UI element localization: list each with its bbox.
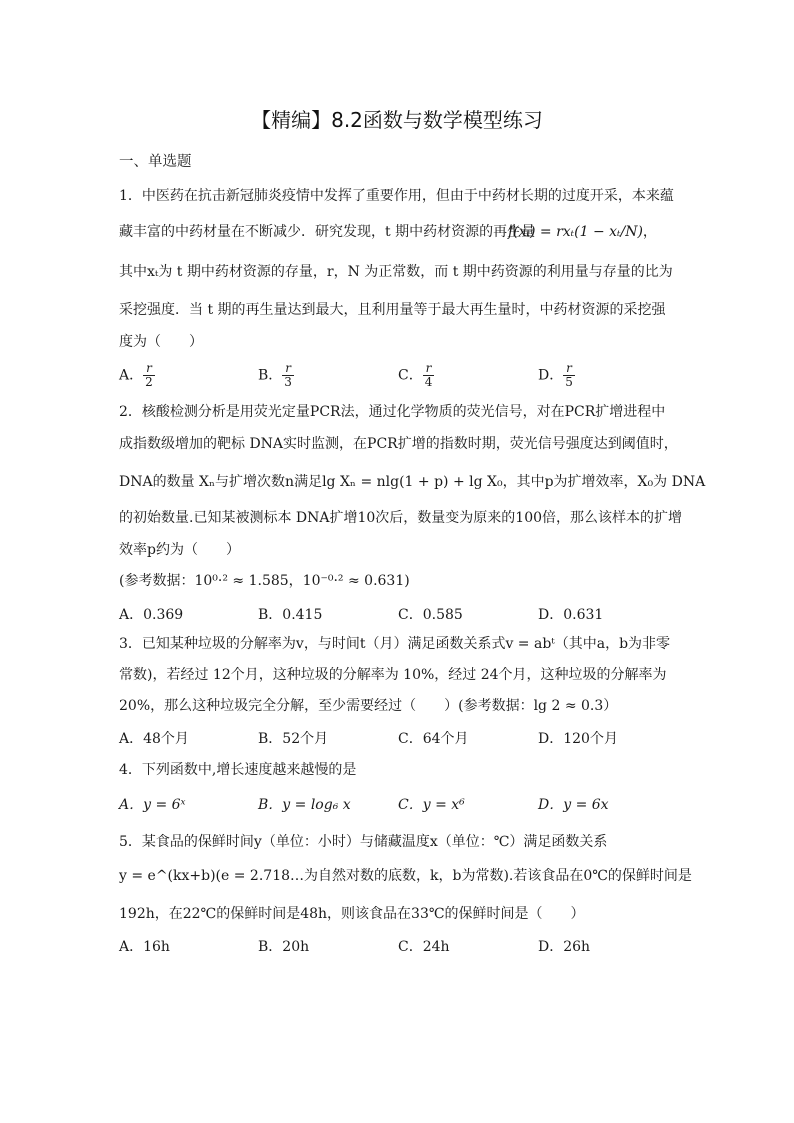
q4-line-1: 4．下列函数中,增长速度越来越慢的是 (119, 762, 357, 778)
option-label: B． (258, 367, 283, 384)
q3-option-d[interactable]: D．120个月 (538, 731, 618, 747)
q5-line-3: 192h，在22℃的保鲜时间是48h，则该食品在33℃的保鲜时间是（ ） (119, 906, 585, 922)
q1-line-1: 1．中医药在抗击新冠肺炎疫情中发挥了重要作用，但由于中药材长期的过度开采，本来蕴 (119, 188, 674, 204)
q5-option-b[interactable]: B．20h (258, 939, 310, 955)
q2-line-2: 成指数级增加的靶标 DNA实时监测，在PCR扩增的指数时期，荧光信号强度达到阈值时， (119, 436, 678, 452)
q3-option-b[interactable]: B．52个月 (258, 731, 329, 747)
q2-option-c[interactable]: C．0.585 (398, 607, 463, 623)
option-label: C． (398, 367, 423, 384)
q1-option-b[interactable] (258, 362, 294, 389)
q1-formula-text: f(xₜ) = rxₜ(1 − xₜ/N) (508, 224, 643, 240)
q5-option-a[interactable]: A．16h (119, 939, 170, 955)
q2-line-5: 效率p约为（ ） (119, 542, 240, 558)
section-heading: 一、单选题 (119, 154, 192, 170)
q2-line-1: 2．核酸检测分析是用荧光定量PCR法，通过化学物质的荧光信号，对在PCR扩增进程中 (119, 404, 666, 420)
q5-option-d[interactable]: D．26h (538, 939, 591, 955)
q2-option-b[interactable]: B．0.415 (258, 607, 323, 623)
option-fraction (423, 362, 435, 389)
q1-options (119, 361, 679, 389)
q1-formula: f(xₜ) = rxₜ(1 − xₜ/N)， (508, 224, 657, 240)
q4-option-d[interactable]: D．y = 6x (538, 797, 609, 813)
q4-options (119, 794, 679, 818)
q1-line-5: 度为（ ） (119, 334, 203, 350)
fraction-numerator: r (563, 362, 575, 376)
fraction-numerator: r (143, 362, 155, 376)
q2-options (119, 604, 679, 628)
q4-option-b[interactable]: B．y = log₆ x (258, 797, 351, 813)
q5-line-1: 5．某食品的保鲜时间y（单位：小时）与储藏温度x（单位：℃）满足函数关系 (119, 834, 608, 850)
q2-line-3: DNA的数量 Xₙ与扩增次数n满足lg Xₙ = nlg(1 + p) + lg X₀，其中p为扩增效率，X₀为 DNA (119, 474, 706, 490)
q1-option-a[interactable] (119, 362, 155, 389)
q1-option-c[interactable] (398, 362, 434, 389)
fraction-denominator: 3 (284, 375, 292, 389)
option-label: D． (538, 367, 564, 384)
page-title: 【精编】8.2函数与数学模型练习 (251, 108, 543, 132)
q5-line-2: y = e^(kx+b)(e = 2.718…为自然对数的底数，k，b为常数).若该食品在0℃的保鲜时间是 (119, 868, 692, 884)
fraction-denominator: 4 (424, 375, 433, 389)
q2-option-d[interactable]: D．0.631 (538, 607, 604, 623)
option-fraction (282, 362, 294, 389)
option-label: A． (119, 367, 144, 384)
q3-line-1: 3．已知某种垃圾的分解率为v，与时间t（月）满足函数关系式v = abᵗ（其中a，b为非零 (119, 636, 671, 652)
q5-options (119, 936, 679, 960)
q4-option-c[interactable]: C．y = x⁶ (398, 797, 465, 813)
q3-option-c[interactable]: C．64个月 (398, 731, 469, 747)
q2-line-4: 的初始数量.已知某被测标本 DNA扩增10次后，数量变为原来的100倍，那么该样本的扩增 (119, 510, 683, 526)
q3-line-3: 20%，那么这种垃圾完全分解，至少需要经过（ ）(参考数据：lg 2 ≈ 0.3） (119, 698, 618, 714)
q1-line-3: 其中xₜ为 t 期中药材资源的存量，r，N 为正常数，而 t 期中药资源的利用量与存量的比为 (119, 264, 673, 280)
option-fraction (143, 362, 155, 389)
q1-line-2-text: 藏丰富的中药材量在不断减少．研究发现，t 期中药材资源的再生量 (119, 224, 536, 240)
q3-options (119, 728, 679, 752)
q3-line-2: 常数)，若经过 12个月，这种垃圾的分解率为 10%，经过 24个月，这种垃圾的分解率为 (119, 667, 667, 683)
fraction-numerator: r (423, 362, 435, 376)
q2-line-6: (参考数据：10⁰·² ≈ 1.585，10⁻⁰·² ≈ 0.631) (119, 573, 410, 589)
q4-option-a[interactable]: A．y = 6ˣ (119, 797, 186, 813)
q1-option-d[interactable] (538, 362, 575, 389)
fraction-numerator: r (282, 362, 294, 376)
fraction-denominator: 5 (565, 375, 573, 389)
q5-option-c[interactable]: C．24h (398, 939, 450, 955)
fraction-denominator: 2 (145, 375, 153, 389)
option-fraction (563, 362, 575, 389)
q1-line-4: 采挖强度．当 t 期的再生量达到最大，且利用量等于最大再生量时，中药材资源的采挖强 (119, 302, 666, 318)
q3-option-a[interactable]: A．48个月 (119, 731, 189, 747)
q1-line-2 (119, 222, 535, 242)
q2-option-a[interactable]: A．0.369 (119, 607, 184, 623)
